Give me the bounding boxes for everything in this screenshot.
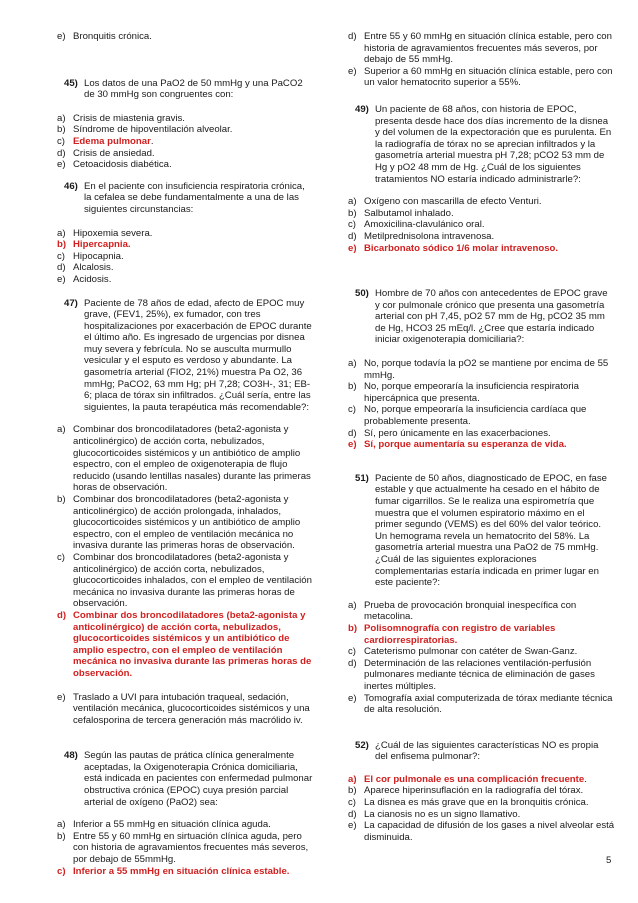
- q47-option-d-correct: d) Combinar dos broncodilatadores (beta2-agonista y anticolinérgico) de acción corta, nebulizados, glucocorticoides sistémicos y un antibiótico de amplio espectro, con el empleo de ventilación mecánica no invasiva durante las primeras horas de observación.: [57, 609, 312, 679]
- question-51: 51) Paciente de 50 años, diagnosticado de EPOC, en fase estable y que actualmente ha cesado en el hábito de fumar cigarrillos. Se le realiza una espirometría que muestra que el volumen espiratorio máximo en el primer segundo (VEMS) es del 60% del valor teórico. Un hemograma revela un hematocrito del 58%. La gasometría arterial muestra una PaO2 de 75 mmHg. ¿Cuál de las siguientes exploraciones complementarias estaría indicada en primer lugar en este paciente?:: [355, 472, 608, 589]
- q45-options: [57, 113, 319, 171]
- q46-option-a: a) Hipoxemia severa.: [57, 227, 153, 239]
- q46-option-b-correct: b) Hipercapnia.: [57, 239, 131, 251]
- q52-option-e: e) La capacidad de difusión de los gases a nivel alveolar está disminuida.: [348, 820, 615, 843]
- q48-options: [57, 819, 319, 877]
- q51-option-b-correct: b) Polisomnografía con registro de variables cardiorrespiratorias.: [348, 622, 556, 646]
- q47-options: [57, 424, 319, 726]
- q50-option-a: a) No, porque todavía la pO2 se mantiene por encima de 55 mmHg.: [348, 358, 609, 381]
- q51-option-d: d) Determinación de las relaciones ventilación-perfusión pulmonares mediante técnica de eliminación de gases inertes múltiples.: [348, 657, 595, 692]
- question-52: 52) ¿Cuál de las siguientes características NO es propia del enfisema pulmonar?:: [355, 739, 599, 763]
- q46-option-e: e) Acidosis.: [57, 273, 112, 285]
- q46-option-d: d) Alcalosis.: [57, 262, 114, 274]
- q45-option-e: e) Cetoacidosis diabética.: [57, 159, 172, 171]
- question-49: 49) Un paciente de 68 años, con historia de EPOC, presenta desde hace dos días incremento de la disnea y del volumen de la expectoración que es purulenta. En la radiografía de tórax no se aprecian infiltrados y la gasometría arterial muestra pH 7,28; pCO2 53 mm de Hg y pO2 48 mm de Hg. ¿Cuál de los siguientes tratamientos NO estaría indicado administrarle?:: [355, 103, 612, 185]
- q49-option-a: a) Oxígeno con mascarilla de efecto Venturi.: [348, 196, 542, 208]
- q49-option-c: c) Amoxicilina-clavulánico oral.: [348, 219, 485, 231]
- q50-options: [348, 358, 618, 451]
- q46-options: [57, 228, 319, 286]
- q51-option-e: e) Tomografía axial computerizada de tórax mediante técnica de alta resolución.: [348, 692, 613, 716]
- q49-options: [348, 196, 618, 254]
- q48-option-e: e) Superior a 60 mmHg en situación clínica estable, pero con un valor hematocrito superior a 55%.: [348, 65, 613, 89]
- question-45: 45) Los datos de una PaO2 de 50 mmHg y una PaCO2 de 30 mmHg son congruentes con:: [64, 77, 303, 101]
- q52-option-d: d) La cianosis no es un signo llamativo.: [348, 808, 521, 820]
- q46-option-c: c) Hipocapnia.: [57, 250, 124, 262]
- question-48: 48) Según las pautas de prática clínica generalmente aceptadas, la Oxigenoterapia Crónica domiciliaria, está indicada en pacientes con enfermedad pulmonar obstructiva crónica (EPOC) cuya presión parcial arterial de oxígeno (PaO2) sea:: [64, 750, 313, 808]
- q47-option-a: a) Combinar dos broncodilatadores (beta2-agonista y anticolinérgico) de acción corta, nebulizados, glucocorticoides sistémicos y un antibiótico de amplio espectro, con el empleo de oxigenoterapia de flujo reducido (usando lentillas nasales) durante las primeras horas de observación.: [57, 424, 311, 494]
- left-column: [57, 31, 319, 877]
- q51-option-c: c) Cateterismo pulmonar con catéter de Swan-Ganz.: [348, 646, 578, 658]
- question-46: 46) En el paciente con insuficiencia respiratoria crónica, la cefalea se debe fundamentalmente a una de las siguientes circunstancias:: [64, 180, 305, 215]
- q50-option-e-correct: e) Sí, porque aumentaría su esperanza de vida.: [348, 439, 567, 451]
- q49-option-e-correct: e) Bicarbonato sódico 1/6 molar intravenoso.: [348, 242, 559, 254]
- q52-option-a-correct: a) El cor pulmonale es una complicación frecuente.: [348, 773, 587, 785]
- q50-option-b: b) No, porque empeoraría la insuficiencia respiratoria hipercápnica que presenta.: [348, 381, 579, 404]
- correct-answer: Edema pulmonar: [73, 135, 151, 147]
- q48-option-a: a) Inferior a 55 mmHg en situación clínica aguda.: [57, 819, 271, 831]
- question-50: 50) Hombre de 70 años con antecedentes de EPOC grave y cor pulmonale crónico que presenta una gasometría arterial con pH 7,45, pO2 57 mm de Hg, pCO2 35 mm de Hg, HCO3 25 mEq/l. ¿Cree que estaría indicado iniciar oxigenoterapia domiciliaria?:: [355, 288, 608, 346]
- q52-options: [348, 774, 618, 844]
- q50-option-d: d) Sí, pero únicamente en las exacerbaciones.: [348, 427, 551, 439]
- q51-option-a: a) Prueba de provocación bronquial inespecífica con metacolina.: [348, 599, 577, 623]
- page-number: 5: [606, 855, 612, 866]
- q51-options: [348, 600, 618, 716]
- q45-option-b: b) Síndrome de hipoventilación alveolar.: [57, 124, 233, 136]
- q45-option-c: c) Edema pulmonar.: [57, 135, 154, 147]
- q52-option-b: b) Aparece hiperinsuflación en la radiografía del tórax.: [348, 785, 584, 797]
- q48-continued-options: [348, 31, 618, 89]
- right-column: [348, 31, 618, 843]
- q52-option-c: c) La disnea es más grave que en la bronquitis crónica.: [348, 797, 589, 809]
- q47-option-e: e) Traslado a UVI para intubación traqueal, sedación, ventilación mecánica, glucocorticoides sistémicos y una cefalosporina de tercera generación más macrólido iv.: [57, 691, 310, 726]
- q47-option-c: c) Combinar dos broncodilatadores (beta2-agonista y anticolinérgico) de acción corta, nebulizados, glucocorticoides inhalados, con el empleo de ventilación mecánica no invasiva durante las primeras horas de observación.: [57, 551, 312, 610]
- q50-option-c: c) No, porque empeoraría la insuficiencia cardíaca que probablemente presenta.: [348, 404, 587, 428]
- q48-option-c-correct: c) Inferior a 55 mmHg en situación clínica estable.: [57, 865, 290, 877]
- q48-option-d: d) Entre 55 y 60 mmHg en situación clínica estable, pero con historia de agravamientos frecuentes más severos, por debajo de 55 mmHg.: [348, 31, 612, 66]
- q47-option-b: b) Combinar dos broncodilatadores (beta2-agonista y anticolinérgico) de acción prolongada, inhalados, glucocorticoides sistémicos y un antibiótico de amplio espectro, con el empleo de ventilación mecánica no invasiva durante las primeras horas de observación.: [57, 494, 301, 552]
- q48-option-b: b) Entre 55 y 60 mmHg en sirtuación clínica aguda, pero con historia de agravamientos frecuentes más severos, por debajo de 55mmHg.: [57, 830, 309, 866]
- q45-option-a: a) Crisis de miastenia gravis.: [57, 112, 185, 124]
- q49-option-b: b) Salbutamol inhalado.: [348, 207, 454, 219]
- q45-option-d: d) Crisis de ansiedad.: [57, 147, 155, 159]
- q44-option-e: e) Bronquitis crónica.: [57, 31, 152, 42]
- question-47: 47) Paciente de 78 años de edad, afecto de EPOC muy grave, (FEV1, 25%), ex fumador, con tres hospitalizaciones por exacerbación de EPOC durante el último año. Es ingresado de urgencias por disnea muy severa y febrícula. No se ausculta murmullo vesicular y el esputo es verdoso y abundante. La gasometría arterial (FIO2, 21%) muestra Pa O2, 36 mmHg; PaCO2, 63 mm Hg; pH 7,28; CO3H-, 31; EB-6; placa de tórax sin infiltrados. ¿Cuál sería, entre las siguientes, la pauta terapéutica más recomendable?:: [64, 297, 312, 413]
- q49-option-d: d) Metilprednisolona intravenosa.: [348, 230, 495, 242]
